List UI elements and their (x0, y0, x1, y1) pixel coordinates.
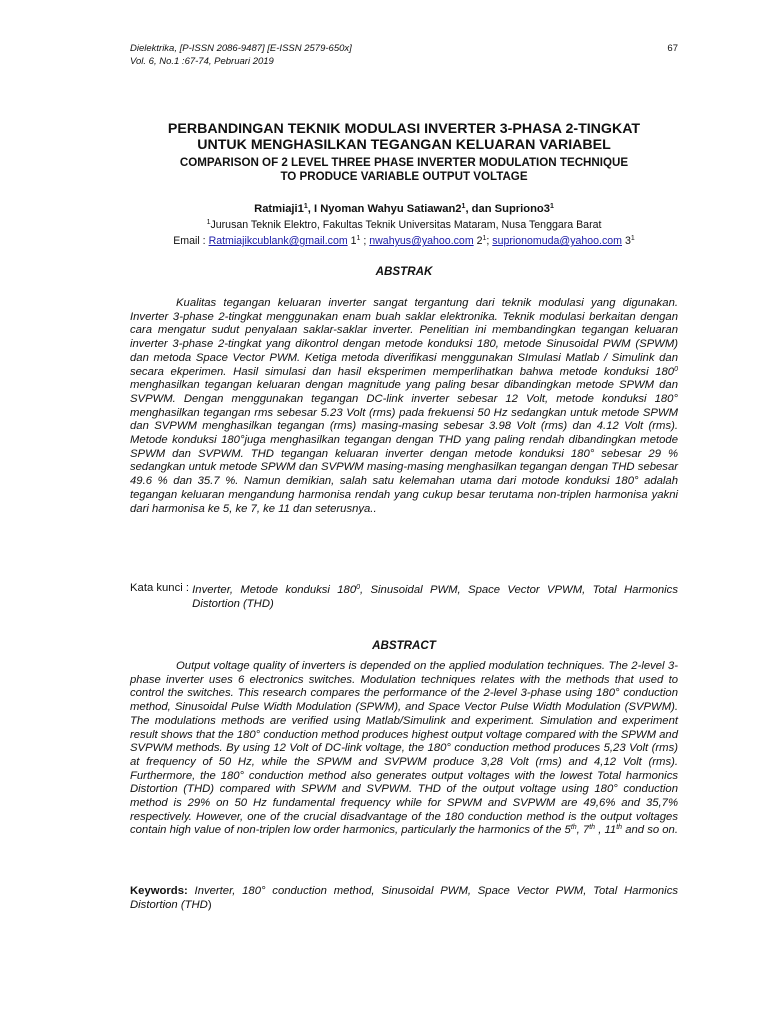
author-block (130, 200, 678, 248)
title-en-line1: COMPARISON OF 2 LEVEL THREE PHASE INVERTER MODULATION TECHNIQUE (179, 156, 629, 169)
kata-kunci-text (192, 581, 678, 611)
kata-kunci-text-b: , Sinusoidal PWM, Space Vector VPWM, Total Harmonics Distortion (THD) (192, 584, 678, 610)
email-3-suffix: 3 (622, 235, 631, 247)
email-line (130, 232, 678, 248)
kata-kunci-row (130, 581, 678, 611)
abstract-sup-th-2: th (589, 824, 596, 832)
title-indonesian (130, 121, 678, 153)
keywords-label: Keywords: (130, 885, 188, 897)
journal-volume: Vol. 6, No.1 :67-74, Pebruari 2019 (130, 56, 274, 67)
kata-kunci-text-a: Inverter, Metode konduksi 180 (192, 584, 357, 596)
email-2-suffix: 2 (473, 235, 483, 247)
email-link-2[interactable]: nwahyus@yahoo.com (369, 235, 474, 247)
author-1-sup: 1 (303, 203, 308, 210)
keywords-close: ) (207, 899, 212, 911)
author-2: , I Nyoman Wahyu Satiawan2 (307, 203, 462, 215)
author-1: Ratmiaji1 (254, 203, 304, 215)
author-3-sup: 1 (549, 203, 554, 210)
title-english (130, 156, 678, 184)
email-link-1[interactable]: Ratmiajikcublank@gmail.com (208, 235, 348, 247)
email-sep-2: ; (486, 235, 493, 247)
abstract-text-end: and so on. (622, 824, 678, 837)
author-3: , dan Supriono3 (465, 203, 550, 215)
journal-name: Dielektrika, [P-ISSN 2086-9487] [E-ISSN 2579-650x] (130, 43, 352, 54)
email-link-3[interactable]: suprionomuda@yahoo.com (492, 235, 623, 247)
abstrak-text-a: Kualitas tegangan keluaran inverter sangat tergantung dari teknik modulasi yang digunakan. Inverter 3-phase 2-tingkat menggunakan enam buah saklar elektronika. Teknik modulasi berkaitan dengan cara mengatur sudut penyalaan saklar-saklar inverter. Penelitian ini membandingkan tegangan keluaran inverter 3-phase 2-tingkat yang dikontrol dengan metode konduksi 180, metode Sinusoidal PWM (SPWM) dan metoda Space Vector PWM. Ketiga metoda diverifikasi menggunakan SImulasi Matlab / Simulink dan secara ekperimen. Hasil simulasi dan hasil eksperimen memperlihatkan bahwa metode konduksi 180 (130, 297, 678, 378)
kata-kunci-sup: 0 (356, 584, 361, 591)
abstrak-body (130, 297, 678, 516)
page-number: 67 (667, 43, 678, 54)
abstract-mid-1: , 7 (576, 824, 590, 837)
abstrak-heading: ABSTRAK (375, 265, 433, 278)
kata-kunci-label: Kata kunci : (130, 582, 193, 594)
abstract-text-a: Output voltage quality of inverters is depended on the applied modulation techniques. The 2-level 3-phase inverter uses 6 electronics switches. Modulation techniques relates with the methods that used to control the switches. This research compares the performance of the 2-level 3-phase using 180° conduction method, Sinusoidal Pulse Width Modulation (SPWM), and Space Vector Pulse Width Modulation (SVPWM). The modulations methods are verified using Matlab/Simulink and experiment. Simulation and experiment result shows that the 180° conduction method produces highest output voltage compared with the SPWM and SVPWM methods. By using 12 Volt of DC-link voltage, the 180° conduction method produces 5,23 Volt (rms) at frequency of 50 Hz, while the SPWM and SVPWM produce 3,28 Volt (rms) and 4,12 Volt (rms). Furthermore, the 180° conduction method also generates output voltages with the lowest Total harmonics Distortion (THD) compared with SPWM and SVPWM. THD of the output voltage using 180° conduction method is 29% on 50 Hz fundamental frequency while for SPWM and SVPWM are 49,6% and 35,7% respectively. However, one of the crucial disadvantage of the 180 conduction method is the output voltages contain high value of non-triplen low order harmonics, particularly the harmonics of the 5 (130, 660, 678, 837)
email-1-suffix: 1 (347, 235, 357, 247)
abstract-body (130, 660, 678, 838)
keywords (130, 884, 678, 912)
abstract-sup-th-3: th (616, 824, 623, 832)
affiliation (130, 216, 678, 232)
title-id-line1: PERBANDINGAN TEKNIK MODULASI INVERTER 3-PHASA 2-TINGKAT (167, 121, 641, 137)
keywords-text: Inverter, 180° conduction method, Sinusoidal PWM, Space Vector PWM, Total Harmonics Distortion (THD (130, 885, 678, 911)
abstrak-degree-sup: 0 (674, 365, 678, 373)
paper-titles (130, 121, 678, 184)
email-sep-1: ; (360, 235, 370, 247)
abstrak-text-b: menghasilkan tegangan keluaran dengan magnitude yang paling besar dibandingkan metode SPWM dan SVPWM. Dengan menggunakan tegangan DC-link inverter sebesar 12 Volt, metode konduksi 180° menghasilkan tegangan rms sebesar 5.23 Volt (rms) pada frekuensi 50 Hz sedangkan untuk metode SPWM dan SVPWM menghasilkan tegangan (rms) masing-masing sebesar 3.98 Volt (rms) dan 4.12 Volt (rms). Metode konduksi 180°juga menghasilkan tegangan dengan THD yang paling rendah dibandingkan metode SPWM dan SVPWM. THD tegangan keluaran inverter dengan metode konduksi 180° sebesar 29 % sedangkan untuk metode SPWM dan SVPWM masing-masing menghasilkan tegangan dengan THD sebesar 49.6 % dan 35.7 %. Namun demikian, salah satu kelemahan utama dari motode konduksi 180° adalah tegangan keluaran mengandung harmonisa rendah yang cukup besar terutama non-triplen harmonisa yakni dari harmonisa ke 5, ke 7, ke 11 dan seterusnya.. (130, 379, 678, 515)
affiliation-sup: 1 (206, 219, 211, 226)
abstract-mid-2: , 11 (595, 824, 617, 837)
email-3-sup: 1 (630, 235, 635, 242)
abstract-sup-th-1: th (570, 824, 577, 832)
title-en-line2: TO PRODUCE VARIABLE OUTPUT VOLTAGE (280, 170, 528, 183)
title-id-line2: UNTUK MENGHASILKAN TEGANGAN KELUARAN VARIABEL (197, 137, 611, 153)
email-label: Email : (173, 235, 209, 247)
abstract-heading: ABSTRACT (372, 639, 436, 652)
author-2-sup: 1 (461, 203, 466, 210)
email-2-sup: 1 (482, 235, 487, 242)
kata-kunci (130, 581, 678, 611)
email-1-sup: 1 (356, 235, 361, 242)
author-names (130, 200, 678, 216)
journal-header (130, 42, 678, 68)
affiliation-text: Jurusan Teknik Elektro, Fakultas Teknik Universitas Mataram, Nusa Tenggara Barat (210, 219, 602, 231)
